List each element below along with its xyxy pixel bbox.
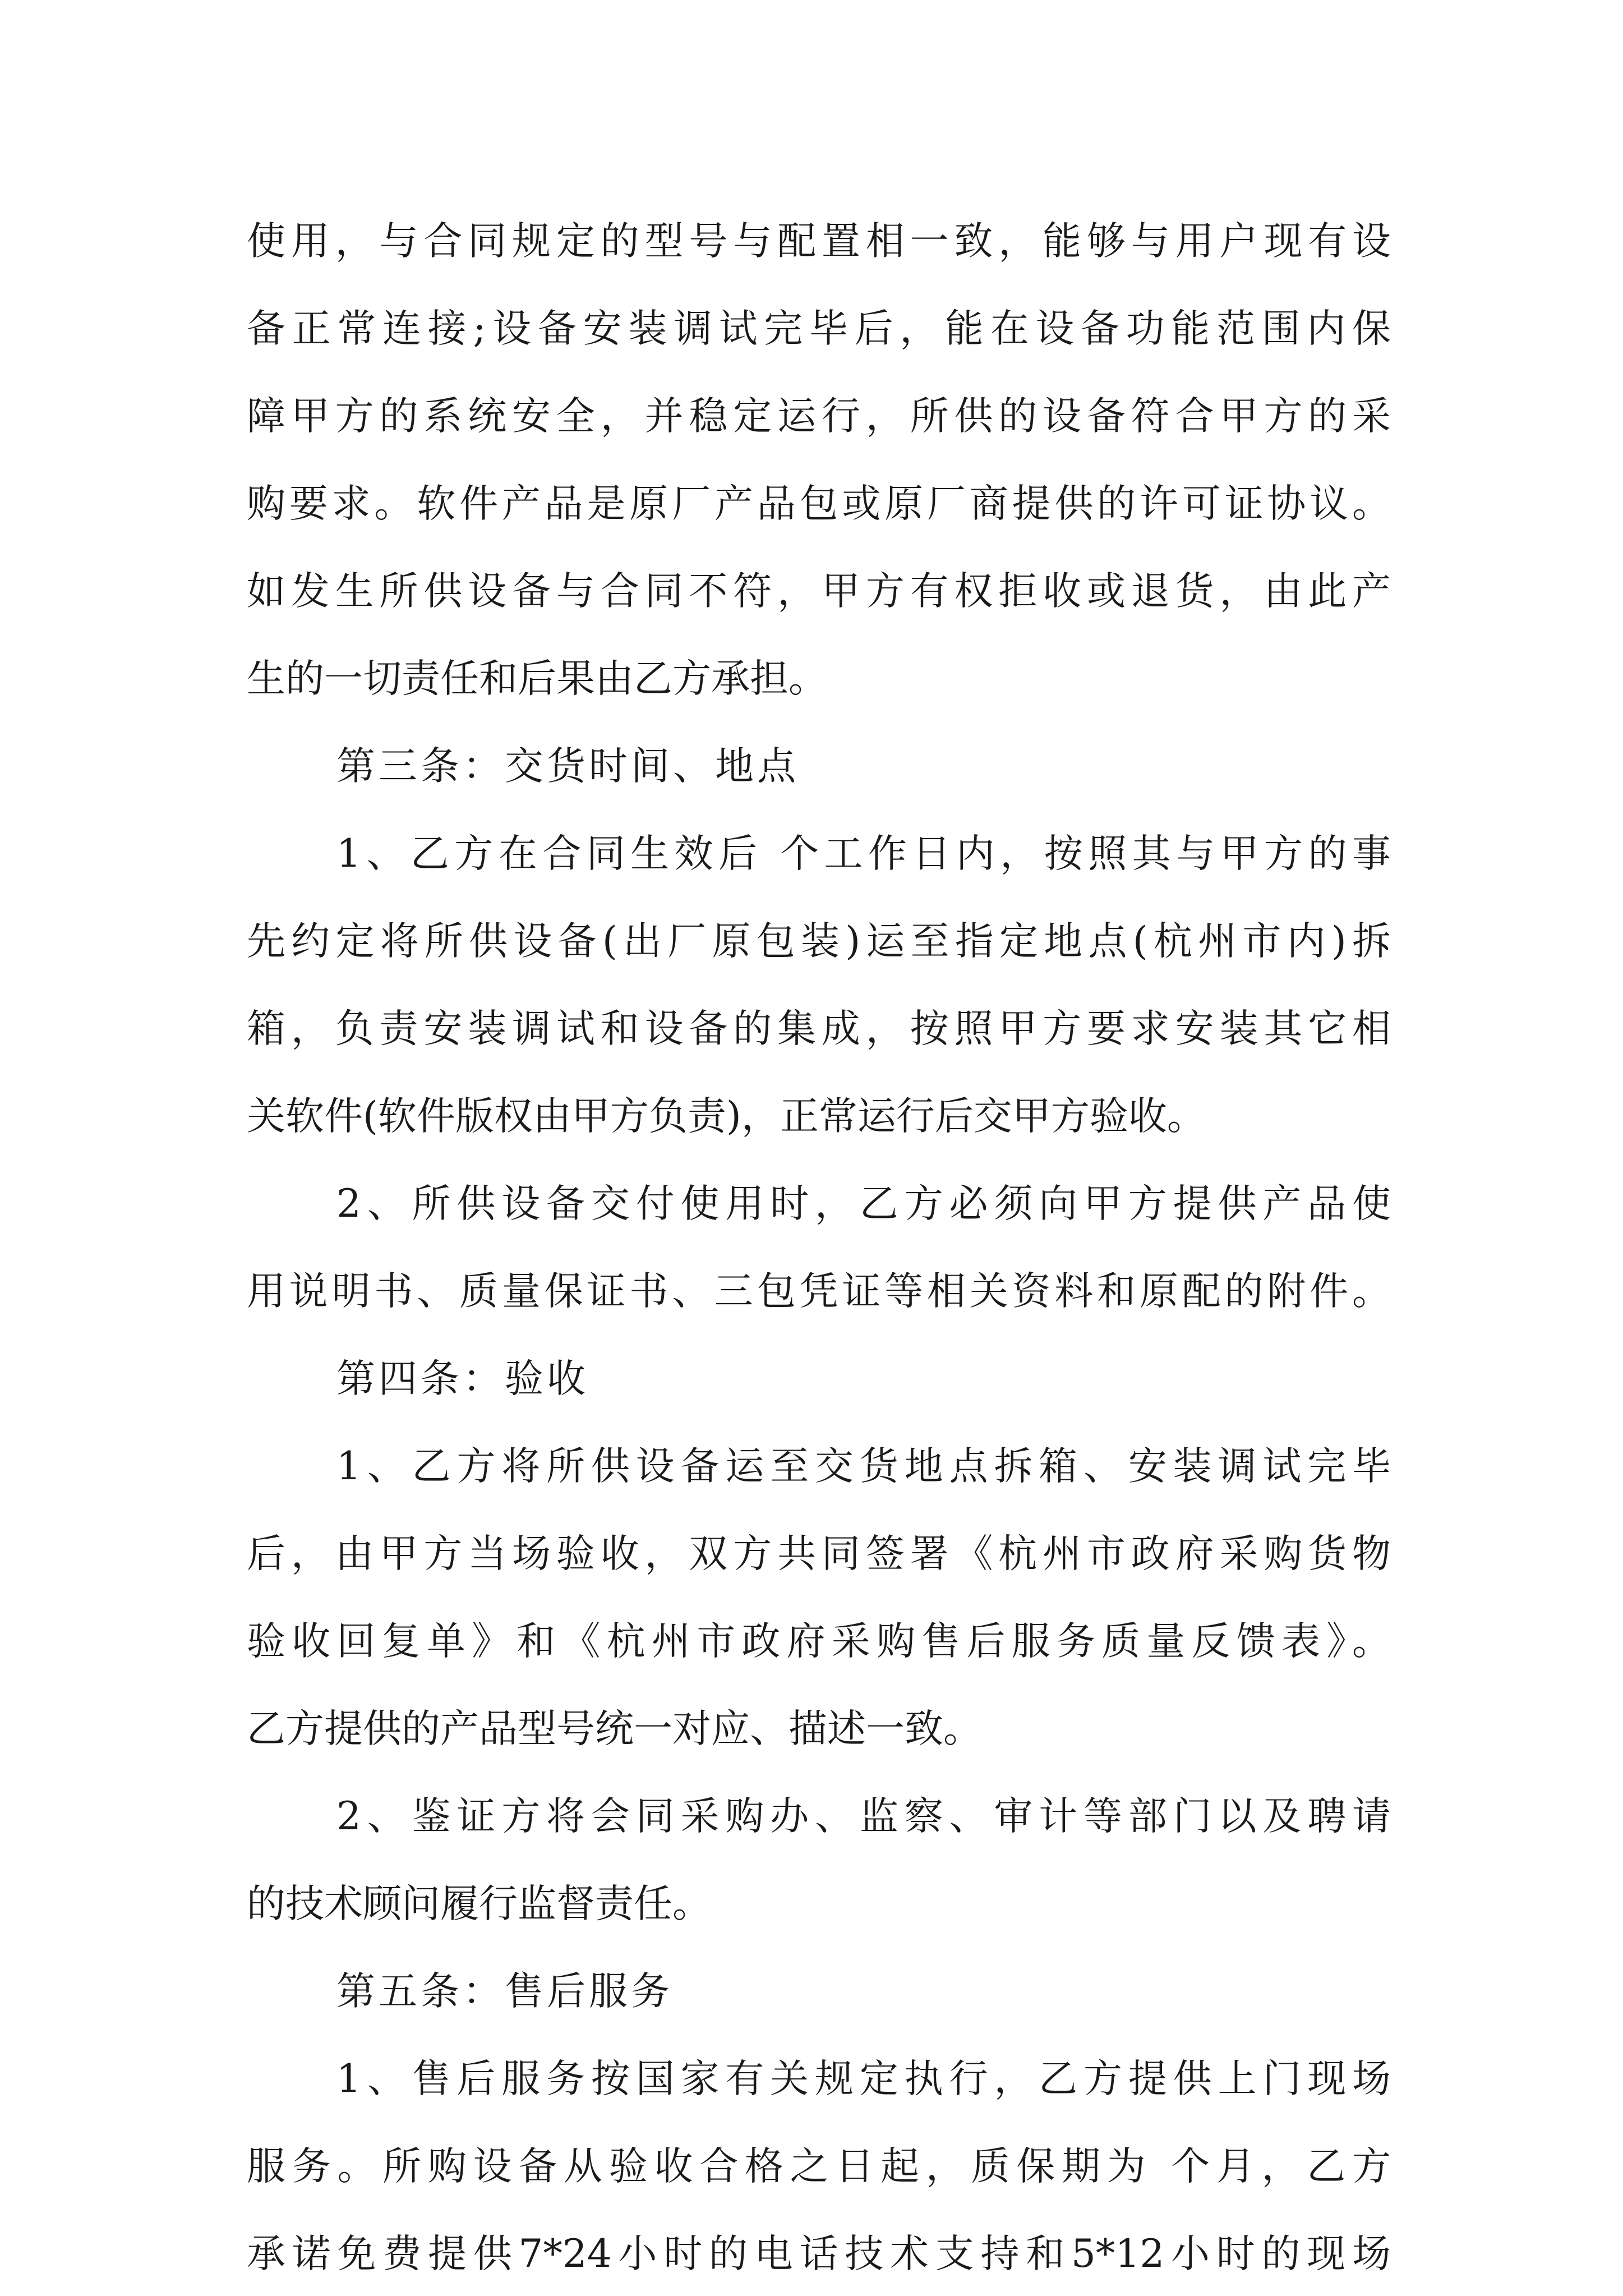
text-line-10: 箱，负责安装调试和设备的集成，按照甲方要求安装其它相 (247, 1006, 1391, 1051)
text-line-5: 如发生所供设备与合同不符，甲方有权拒收或退货，由此产 (247, 569, 1391, 614)
text-line-17: 验收回复单》和《杭州市政府采购售后服务质量反馈表》。 (247, 1619, 1391, 1664)
section-heading-3: 第三条：交货时间、地点 (336, 744, 799, 789)
text-line-16: 后，由甲方当场验收，双方共同签署《杭州市政府采购货物 (247, 1531, 1391, 1576)
text-line-22: 1、售后服务按国家有关规定执行，乙方提供上门现场 (336, 2056, 1391, 2101)
section-heading-4: 第四条：验收 (336, 1356, 589, 1401)
section-heading-5: 第五条：售后服务 (336, 1969, 673, 2014)
text-line-23: 服务。所购设备从验收合格之日起，质保期为 个月，乙方 (247, 2144, 1391, 2189)
text-line-9: 先约定将所供设备(出厂原包装)运至指定地点(杭州市内)拆 (247, 919, 1391, 964)
text-line-1: 使用，与合同规定的型号与配置相一致，能够与用户现有设 (247, 219, 1391, 264)
text-line-19: 2、鉴证方将会同采购办、监察、审计等部门以及聘请 (336, 1794, 1391, 1839)
text-line-18: 乙方提供的产品型号统一对应、描述一致。 (247, 1706, 982, 1751)
text-line-11: 关软件(软件版权由甲方负责)，正常运行后交甲方验收。 (247, 1094, 1206, 1139)
text-line-8: 1、乙方在合同生效后 个工作日内，按照其与甲方的事 (336, 831, 1391, 876)
text-line-6: 生的一切责任和后果由乙方承担。 (247, 656, 827, 701)
text-line-12: 2、所供设备交付使用时，乙方必须向甲方提供产品使 (336, 1181, 1391, 1226)
text-line-2: 备正常连接;设备安装调试完毕后，能在设备功能范围内保 (247, 306, 1391, 351)
text-line-4: 购要求。软件产品是原厂产品包或原厂商提供的许可证协议。 (247, 481, 1391, 526)
text-line-3: 障甲方的系统安全，并稳定运行，所供的设备符合甲方的采 (247, 394, 1391, 439)
text-line-24: 承诺免费提供7*24小时的电话技术支持和5*12小时的现场 (247, 2231, 1391, 2276)
text-line-15: 1、乙方将所供设备运至交货地点拆箱、安装调试完毕 (336, 1444, 1391, 1489)
text-line-20: 的技术顾问履行监督责任。 (247, 1881, 711, 1926)
text-line-13: 用说明书、质量保证书、三包凭证等相关资料和原配的附件。 (247, 1269, 1391, 1314)
